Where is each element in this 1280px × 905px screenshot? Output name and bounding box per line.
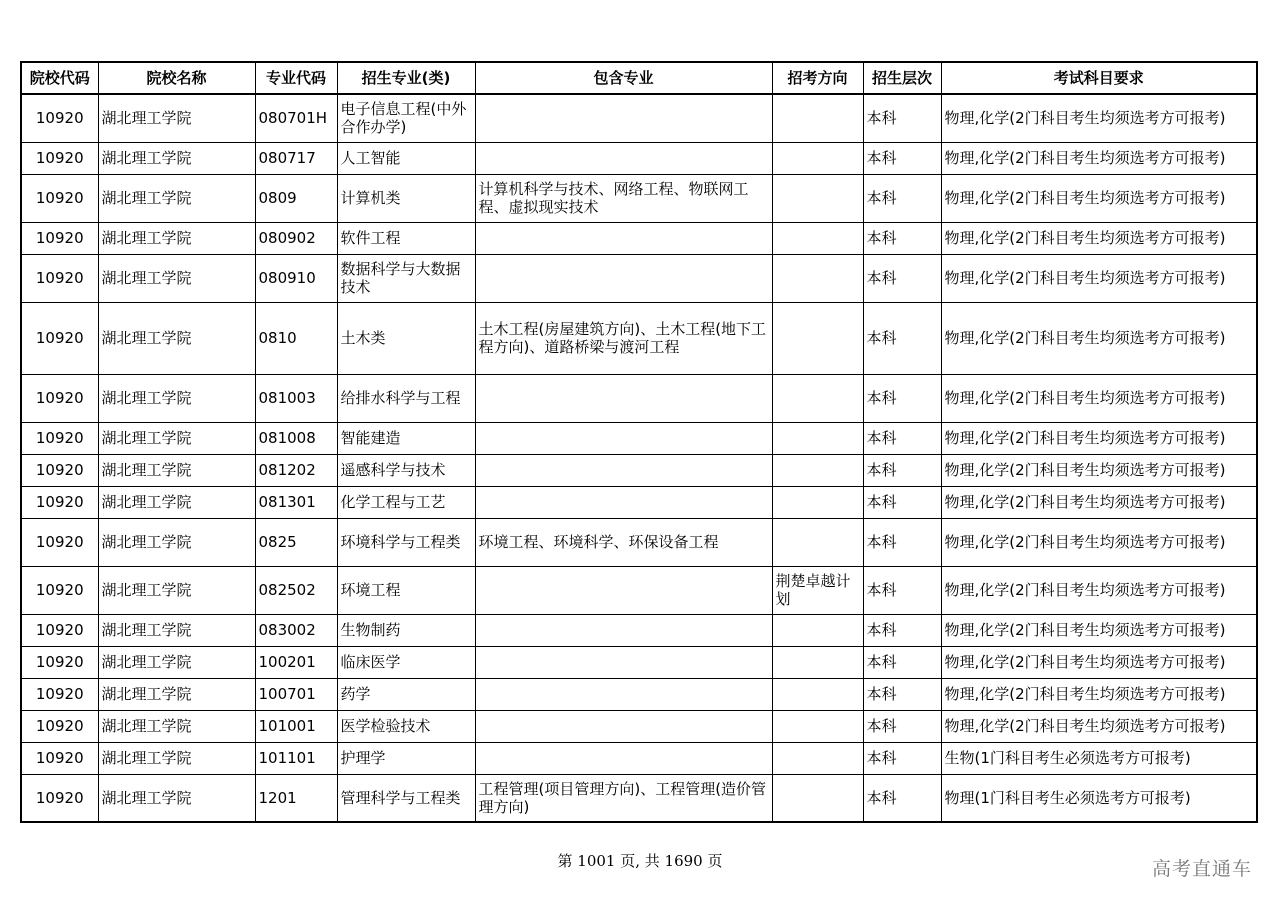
admissions-table: [20, 61, 1258, 823]
cell-direction: [772, 142, 863, 174]
cell-major: 护理学: [337, 742, 475, 774]
cell-includes: [475, 222, 772, 254]
cell-requirement: 物理,化学(2门科目考生均须选考方可报考): [941, 566, 1257, 614]
cell-requirement: 物理,化学(2门科目考生均须选考方可报考): [941, 302, 1257, 374]
cell-direction: [772, 518, 863, 566]
table-row: [21, 302, 1257, 374]
cell-includes: [475, 254, 772, 302]
cell-requirement: 生物(1门科目考生必须选考方可报考): [941, 742, 1257, 774]
cell-major-code: 081301: [255, 486, 337, 518]
cell-requirement: 物理,化学(2门科目考生均须选考方可报考): [941, 254, 1257, 302]
cell-major: 电子信息工程(中外合作办学): [337, 94, 475, 142]
cell-level: 本科: [863, 566, 941, 614]
cell-level: 本科: [863, 454, 941, 486]
cell-major: 化学工程与工艺: [337, 486, 475, 518]
cell-school-code: 10920: [21, 254, 98, 302]
cell-major: 软件工程: [337, 222, 475, 254]
table-row: [21, 222, 1257, 254]
cell-school-code: 10920: [21, 614, 98, 646]
cell-school-code: 10920: [21, 422, 98, 454]
cell-major-code: 1201: [255, 774, 337, 822]
cell-direction: [772, 742, 863, 774]
cell-school-code: 10920: [21, 566, 98, 614]
cell-direction: [772, 486, 863, 518]
cell-major-code: 081003: [255, 374, 337, 422]
cell-school-code: 10920: [21, 142, 98, 174]
cell-requirement: 物理,化学(2门科目考生均须选考方可报考): [941, 486, 1257, 518]
cell-includes: [475, 614, 772, 646]
cell-major-code: 080910: [255, 254, 337, 302]
page-footer: 第 1001 页, 共 1690 页: [557, 852, 723, 870]
cell-school-name: 湖北理工学院: [98, 742, 255, 774]
watermark: 高考直通车: [1151, 858, 1252, 880]
cell-major-code: 101001: [255, 710, 337, 742]
cell-includes: [475, 422, 772, 454]
table-row: [21, 254, 1257, 302]
cell-major-code: 080717: [255, 142, 337, 174]
cell-school-name: 湖北理工学院: [98, 646, 255, 678]
cell-school-code: 10920: [21, 678, 98, 710]
header-requirement: 考试科目要求: [941, 62, 1257, 94]
cell-school-name: 湖北理工学院: [98, 566, 255, 614]
cell-major-code: 081202: [255, 454, 337, 486]
cell-includes: [475, 94, 772, 142]
cell-includes: [475, 454, 772, 486]
cell-requirement: 物理,化学(2门科目考生均须选考方可报考): [941, 646, 1257, 678]
cell-school-name: 湖北理工学院: [98, 710, 255, 742]
header-major-code: 专业代码: [255, 62, 337, 94]
cell-direction: [772, 254, 863, 302]
cell-school-name: 湖北理工学院: [98, 422, 255, 454]
cell-requirement: 物理,化学(2门科目考生均须选考方可报考): [941, 222, 1257, 254]
cell-school-code: 10920: [21, 646, 98, 678]
cell-school-name: 湖北理工学院: [98, 774, 255, 822]
cell-major: 临床医学: [337, 646, 475, 678]
cell-major: 人工智能: [337, 142, 475, 174]
cell-school-code: 10920: [21, 454, 98, 486]
cell-school-name: 湖北理工学院: [98, 302, 255, 374]
cell-requirement: 物理,化学(2门科目考生均须选考方可报考): [941, 614, 1257, 646]
cell-school-name: 湖北理工学院: [98, 254, 255, 302]
cell-requirement: 物理(1门科目考生必须选考方可报考): [941, 774, 1257, 822]
cell-level: 本科: [863, 646, 941, 678]
cell-school-code: 10920: [21, 774, 98, 822]
table-body: [21, 94, 1257, 822]
cell-major: 环境科学与工程类: [337, 518, 475, 566]
table-row: [21, 710, 1257, 742]
cell-major-code: 100701: [255, 678, 337, 710]
cell-school-code: 10920: [21, 174, 98, 222]
cell-level: 本科: [863, 486, 941, 518]
cell-includes: [475, 678, 772, 710]
table-row: [21, 518, 1257, 566]
cell-includes: [475, 486, 772, 518]
cell-school-name: 湖北理工学院: [98, 678, 255, 710]
table-row: [21, 422, 1257, 454]
cell-level: 本科: [863, 518, 941, 566]
cell-direction: [772, 302, 863, 374]
cell-includes: 环境工程、环境科学、环保设备工程: [475, 518, 772, 566]
cell-major: 生物制药: [337, 614, 475, 646]
table-row: [21, 646, 1257, 678]
cell-includes: [475, 374, 772, 422]
header-school-code: 院校代码: [21, 62, 98, 94]
cell-major: 土木类: [337, 302, 475, 374]
cell-direction: [772, 422, 863, 454]
header-level: 招生层次: [863, 62, 941, 94]
cell-requirement: 物理,化学(2门科目考生均须选考方可报考): [941, 142, 1257, 174]
cell-level: 本科: [863, 774, 941, 822]
cell-school-code: 10920: [21, 94, 98, 142]
header-includes: 包含专业: [475, 62, 772, 94]
cell-direction: [772, 222, 863, 254]
cell-direction: [772, 94, 863, 142]
cell-level: 本科: [863, 678, 941, 710]
cell-direction: [772, 174, 863, 222]
cell-school-code: 10920: [21, 710, 98, 742]
header-direction: 招考方向: [772, 62, 863, 94]
cell-direction: [772, 374, 863, 422]
cell-includes: [475, 710, 772, 742]
cell-direction: [772, 774, 863, 822]
cell-school-name: 湖北理工学院: [98, 222, 255, 254]
table-row: [21, 742, 1257, 774]
cell-major-code: 083002: [255, 614, 337, 646]
cell-includes: 土木工程(房屋建筑方向)、土木工程(地下工程方向)、道路桥梁与渡河工程: [475, 302, 772, 374]
cell-includes: [475, 742, 772, 774]
table-row: [21, 486, 1257, 518]
table-row: [21, 774, 1257, 822]
cell-level: 本科: [863, 374, 941, 422]
cell-major: 智能建造: [337, 422, 475, 454]
cell-school-name: 湖北理工学院: [98, 94, 255, 142]
table-row: [21, 614, 1257, 646]
table-row: [21, 678, 1257, 710]
cell-major: 医学检验技术: [337, 710, 475, 742]
cell-level: 本科: [863, 94, 941, 142]
cell-direction: [772, 678, 863, 710]
cell-major-code: 081008: [255, 422, 337, 454]
cell-major-code: 0810: [255, 302, 337, 374]
header-major: 招生专业(类): [337, 62, 475, 94]
cell-includes: 工程管理(项目管理方向)、工程管理(造价管理方向): [475, 774, 772, 822]
cell-includes: [475, 646, 772, 678]
cell-level: 本科: [863, 254, 941, 302]
cell-major: 给排水科学与工程: [337, 374, 475, 422]
cell-school-code: 10920: [21, 374, 98, 422]
cell-major-code: 100201: [255, 646, 337, 678]
cell-major-code: 080902: [255, 222, 337, 254]
cell-direction: [772, 710, 863, 742]
cell-requirement: 物理,化学(2门科目考生均须选考方可报考): [941, 422, 1257, 454]
cell-school-name: 湖北理工学院: [98, 486, 255, 518]
cell-major-code: 082502: [255, 566, 337, 614]
cell-major: 环境工程: [337, 566, 475, 614]
cell-level: 本科: [863, 302, 941, 374]
cell-requirement: 物理,化学(2门科目考生均须选考方可报考): [941, 518, 1257, 566]
cell-level: 本科: [863, 422, 941, 454]
cell-major: 管理科学与工程类: [337, 774, 475, 822]
header-row: [21, 62, 1257, 94]
cell-major-code: 101101: [255, 742, 337, 774]
cell-direction: [772, 614, 863, 646]
cell-includes: 计算机科学与技术、网络工程、物联网工程、虚拟现实技术: [475, 174, 772, 222]
cell-direction: [772, 646, 863, 678]
cell-major-code: 0825: [255, 518, 337, 566]
cell-major-code: 080701H: [255, 94, 337, 142]
cell-requirement: 物理,化学(2门科目考生均须选考方可报考): [941, 454, 1257, 486]
cell-requirement: 物理,化学(2门科目考生均须选考方可报考): [941, 94, 1257, 142]
cell-level: 本科: [863, 710, 941, 742]
cell-requirement: 物理,化学(2门科目考生均须选考方可报考): [941, 678, 1257, 710]
cell-level: 本科: [863, 174, 941, 222]
cell-level: 本科: [863, 222, 941, 254]
cell-school-name: 湖北理工学院: [98, 454, 255, 486]
cell-school-name: 湖北理工学院: [98, 374, 255, 422]
cell-school-code: 10920: [21, 302, 98, 374]
cell-school-code: 10920: [21, 742, 98, 774]
cell-major: 遥感科学与技术: [337, 454, 475, 486]
table-row: [21, 566, 1257, 614]
cell-requirement: 物理,化学(2门科目考生均须选考方可报考): [941, 710, 1257, 742]
cell-school-name: 湖北理工学院: [98, 614, 255, 646]
table-row: [21, 142, 1257, 174]
table-row: [21, 174, 1257, 222]
cell-school-code: 10920: [21, 222, 98, 254]
cell-school-code: 10920: [21, 518, 98, 566]
cell-major: 药学: [337, 678, 475, 710]
cell-includes: [475, 566, 772, 614]
cell-requirement: 物理,化学(2门科目考生均须选考方可报考): [941, 374, 1257, 422]
cell-direction: [772, 454, 863, 486]
table-row: [21, 374, 1257, 422]
cell-direction: 荆楚卓越计划: [772, 566, 863, 614]
cell-school-name: 湖北理工学院: [98, 518, 255, 566]
cell-major: 数据科学与大数据技术: [337, 254, 475, 302]
cell-level: 本科: [863, 142, 941, 174]
cell-school-name: 湖北理工学院: [98, 174, 255, 222]
cell-includes: [475, 142, 772, 174]
cell-school-name: 湖北理工学院: [98, 142, 255, 174]
cell-major-code: 0809: [255, 174, 337, 222]
cell-school-code: 10920: [21, 486, 98, 518]
cell-level: 本科: [863, 742, 941, 774]
cell-level: 本科: [863, 614, 941, 646]
cell-requirement: 物理,化学(2门科目考生均须选考方可报考): [941, 174, 1257, 222]
table-row: [21, 94, 1257, 142]
table-row: [21, 454, 1257, 486]
cell-major: 计算机类: [337, 174, 475, 222]
header-school-name: 院校名称: [98, 62, 255, 94]
